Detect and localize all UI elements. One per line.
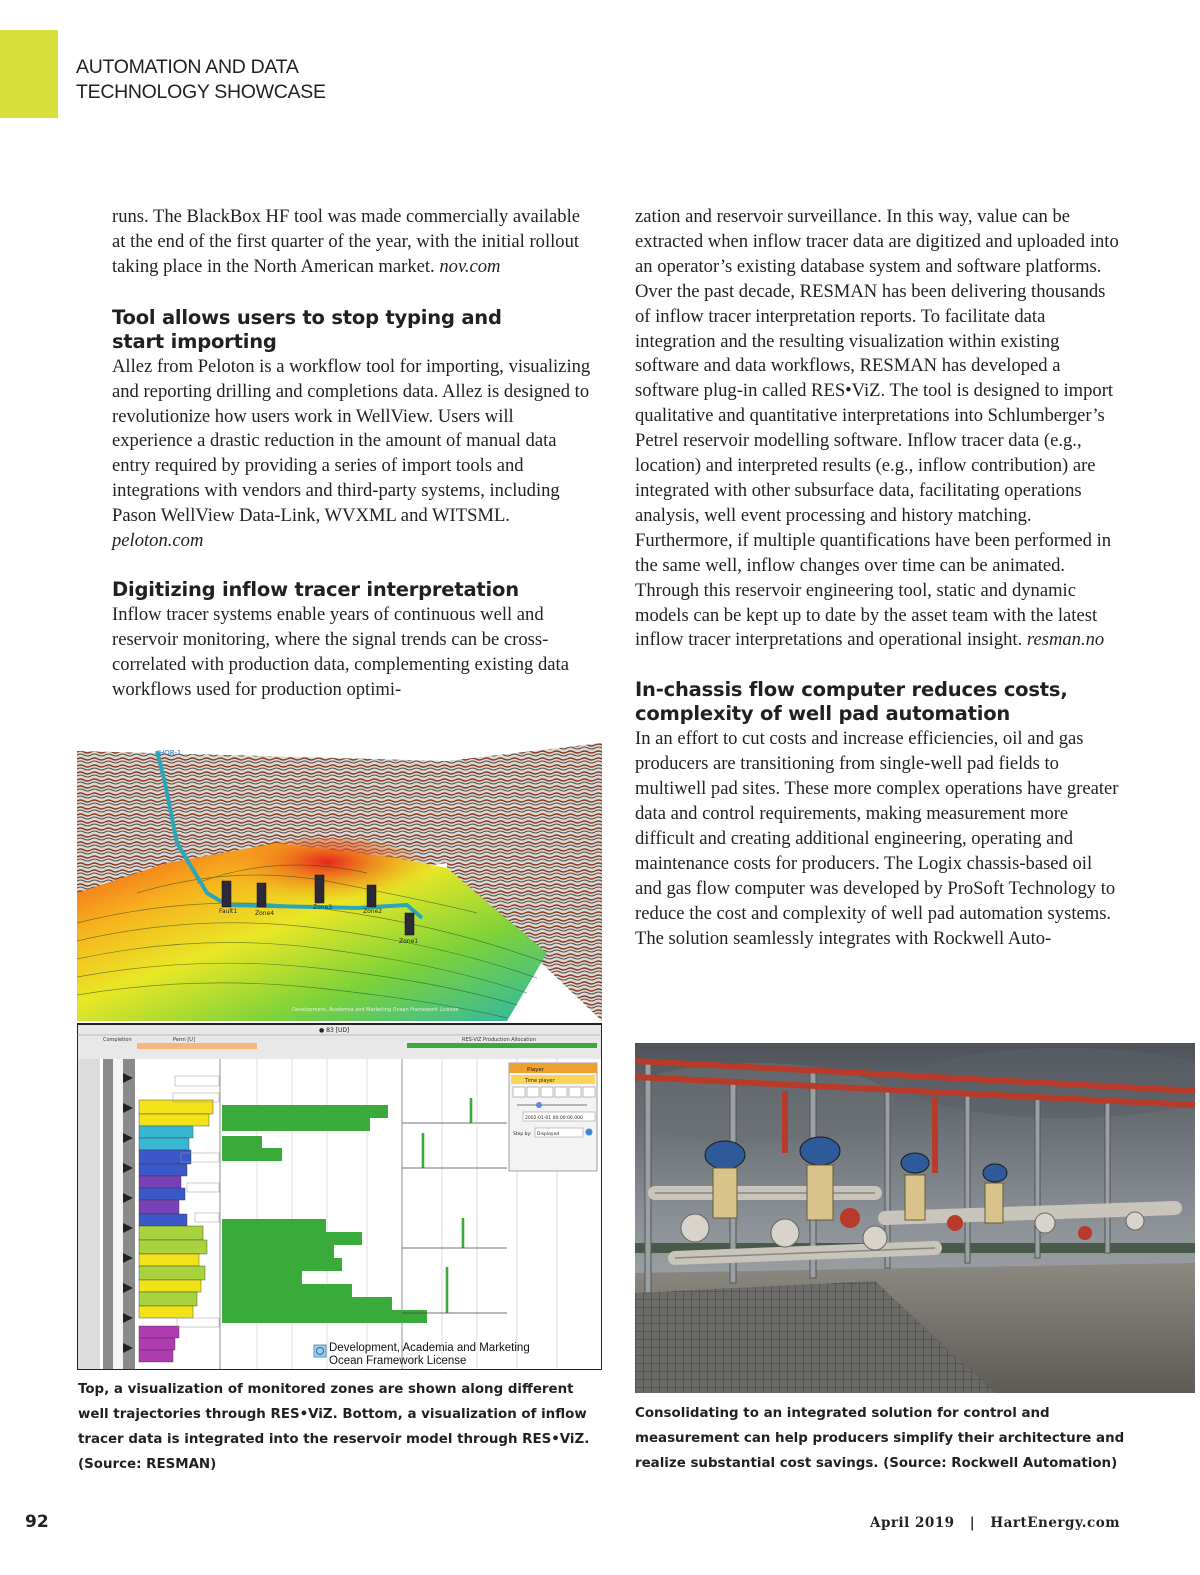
license-line-1: Development, Academia and Marketing — [329, 1342, 530, 1354]
tracer-paragraph: Inflow tracer systems enable years of continuous well and reservoir monitoring, where the signal trends can be cross-correlated with production data, complementing existing data workflows used for production optimi- — [112, 603, 569, 700]
right-column — [635, 205, 1121, 951]
grid-marker: ● 83 [UD] — [319, 1027, 350, 1034]
player-step-value: Displayed — [537, 1132, 560, 1137]
resviz-figure-graphic — [77, 743, 602, 1370]
flow-computer-heading — [635, 678, 1121, 726]
section-color-tab — [0, 30, 58, 118]
player-date: 2002-01-01 00:00:00.000 — [525, 1116, 583, 1121]
flow-heading-line-2: complexity of well pad automation — [635, 702, 1011, 726]
tracer-log-panel — [77, 1024, 602, 1370]
intro-text: runs. The BlackBox HF tool was made commercially available at the end of the first quarter of the year, with the initial rollout taking place in the North American market. — [112, 206, 580, 277]
footer-issue — [870, 1515, 1120, 1531]
well-label: HOR-1 — [159, 749, 182, 757]
intro-source-link[interactable]: nov.com — [439, 255, 501, 277]
resviz-figure — [77, 743, 602, 1370]
allez-paragraph — [112, 355, 592, 554]
tracer-heading: Digitizing inflow tracer interpretation — [112, 577, 519, 601]
zone-label-zone1: Zone1 — [399, 938, 419, 945]
section-label-line-1: AUTOMATION AND DATA — [76, 56, 299, 78]
zone-label-zone2: Zone2 — [363, 908, 383, 915]
well-pad-caption — [635, 1401, 1125, 1476]
allez-heading — [112, 306, 592, 354]
footer-website-link[interactable]: HartEnergy.com — [990, 1515, 1120, 1531]
player-slider-handle[interactable] — [536, 1102, 542, 1108]
track-header-allocation: RES-ViZ Production Allocation — [462, 1037, 536, 1043]
player-step-label: Step by: — [513, 1132, 532, 1137]
tracer-continued-text: zation and reservoir surveillance. In this way, value can be extracted when inflow tracer data are digitized and uploaded into an operator’s existing database system and software platforms. Over the past decade, RESMAN has been delivering thousands of inflow tracer interpretation reports. To facilitate data integration and the resulting visualization within existing software and data workflows, RESMAN has developed a software plug-in called RES•ViZ. The tool is designed to import qualitative and quantitative interpretations into Schlumberger’s Petrel reservoir modelling software. Inflow tracer data (e.g., location) and interpreted results (e.g., inflow contribution) are integrated with other subsurface data, facilitating operations analysis, well event processing and history matching. Furthermore, if multiple quantifications have been performed in the same well, inflow changes over time can be animated. Through this reservoir engineering tool, static and dynamic models can be kept up to date by the asset team with the latest inflow tracer interpretations and operational insight. — [635, 206, 1119, 651]
flow-heading-line-1: In-chassis flow computer reduces costs, — [635, 678, 1068, 702]
resviz-caption-text: Top, a visualization of monitored zones are shown along different well trajectories through RES•ViZ. Bottom, a visualization of inflow tracer data is integrated into the reservoir model through RES•ViZ. — [78, 1382, 590, 1447]
zone-label-zone4: Zone4 — [255, 910, 275, 917]
resviz-caption — [78, 1377, 598, 1477]
section-label — [76, 55, 326, 105]
ocean-license-icon — [314, 1345, 326, 1357]
license-line-2: Ocean Framework License — [329, 1355, 467, 1367]
footer-separator: | — [969, 1515, 976, 1531]
section-label-line-2: TECHNOLOGY SHOWCASE — [76, 81, 326, 103]
allez-heading-line-1: Tool allows users to stop typing and — [112, 305, 502, 329]
well-pad-caption-text: Consolidating to an integrated solution for control and measurement can help producers simplify their architecture and realize substantial cost savings. — [635, 1406, 1125, 1471]
player-time-label: Time player — [525, 1078, 555, 1084]
time-player-widget[interactable] — [509, 1063, 597, 1171]
left-column — [112, 205, 592, 703]
reservoir-3d-view — [77, 743, 602, 1021]
well-pad-photo — [635, 1043, 1195, 1393]
intro-paragraph — [112, 205, 592, 280]
resviz-caption-source: (Source: RESMAN) — [78, 1457, 217, 1472]
allez-heading-line-2: start importing — [112, 329, 277, 353]
well-pad-caption-source: (Source: Rockwell Automation) — [883, 1456, 1118, 1471]
player-refresh-icon[interactable] — [586, 1129, 593, 1136]
track-header-perm: Perm [U] — [173, 1037, 195, 1043]
zone-label-zone3: Zone3 — [313, 904, 333, 911]
issue-date: April 2019 — [870, 1515, 955, 1531]
player-title: Player — [527, 1067, 545, 1073]
page-number: 92 — [25, 1512, 49, 1532]
watermark-top: Development, Academia and Marketing Ocean Framework License — [292, 1007, 459, 1013]
well-pad-photo-graphic — [635, 1043, 1195, 1393]
track-header-completion: Completion — [103, 1037, 132, 1043]
zone-label-fault1: Fault1 — [219, 908, 238, 915]
flow-computer-paragraph: In an effort to cut costs and increase efficiencies, oil and gas producers are transitioning from single-well pad fields to multiwell pad sites. These more complex operations have greater data and control requirements, making measurement more difficult and creating additional engineering, operating and maintenance costs for producers. The Logix chassis-based oil and gas flow computer was developed by ProSoft Technology to reduce the cost and complexity of well pad automation systems. The solution seamlessly integrates with Rockwell Auto- — [635, 728, 1119, 949]
allez-body: Allez from Peloton is a workflow tool for importing, visualizing and reporting drilling and completions data. Allez is designed to revolutionize how users work in WellView. Users will experience a drastic reduction in the amount of manual data entry required by providing a series of import tools and integrations with vendors and third-party systems, including Pason WellView Data-Link, WVXML and WITSML. — [112, 355, 591, 527]
allez-source-link[interactable]: peloton.com — [112, 530, 204, 552]
tracer-continued-paragraph — [635, 205, 1121, 653]
tracer-source-link[interactable]: resman.no — [1026, 629, 1105, 651]
